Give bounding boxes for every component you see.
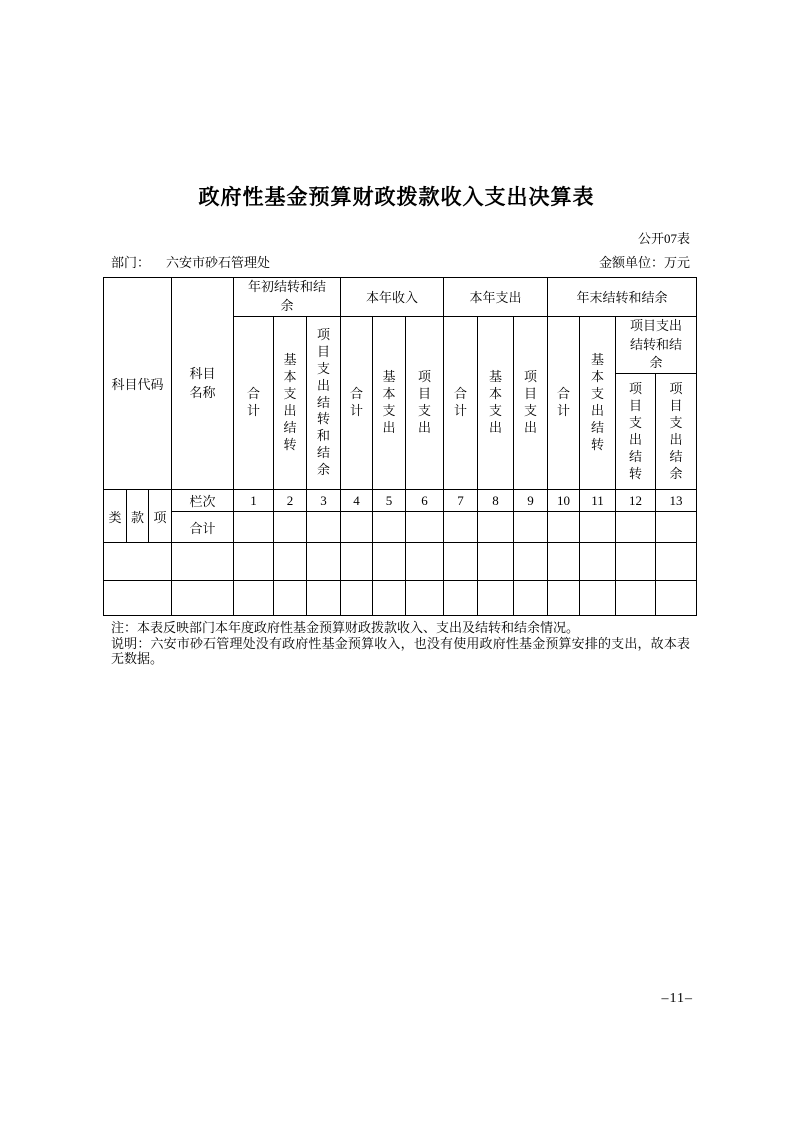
empty-data-cell <box>656 581 697 616</box>
group-header-current-expenditure: 本年支出 <box>444 278 548 317</box>
meta-line <box>103 252 690 271</box>
department-name: 六安市砂石管理处 <box>166 255 271 270</box>
empty-data-cell <box>274 581 307 616</box>
empty-data-cell <box>548 512 580 543</box>
col-header-initial-total: 合计 <box>234 316 274 490</box>
col-header-income-basic: 基本支出 <box>373 316 406 490</box>
column-number: 9 <box>514 490 548 512</box>
empty-data-cell <box>580 581 616 616</box>
empty-code-cell <box>104 581 172 616</box>
empty-data-cell <box>514 543 548 581</box>
col-header-yearend-project-carryover: 项目支出结转 <box>616 374 656 490</box>
subgroup-header-project-carryover-balance: 项目支出结转和结余 <box>616 316 697 374</box>
col-header-income-total: 合计 <box>341 316 373 490</box>
form-code: 公开07表 <box>637 231 690 246</box>
explanation-line: 说明：六安市砂石管理处没有政府性基金预算收入，也没有使用政府性基金预算安排的支出，故本表无数据。 <box>111 635 690 667</box>
col-header-yearend-total: 合计 <box>548 316 580 490</box>
col-header-initial-basic-carryover: 基本支出结转 <box>274 316 307 490</box>
note-line: 注：本表反映部门本年度政府性基金预算财政拨款收入、支出及结转和结余情况。 <box>111 620 580 635</box>
code-subcol-class: 类 <box>104 490 127 543</box>
empty-data-cell <box>307 543 341 581</box>
col-header-income-project: 项目支出 <box>406 316 444 490</box>
code-subcol-item: 项 <box>149 490 172 543</box>
empty-data-cell <box>341 512 373 543</box>
header-subject-name: 科目名称 <box>172 278 234 490</box>
empty-data-cell <box>234 543 274 581</box>
empty-data-cell <box>444 581 478 616</box>
department-label: 部门： <box>111 255 151 270</box>
amount-unit: 金额单位：万元 <box>598 255 690 270</box>
empty-data-cell <box>234 581 274 616</box>
empty-data-cell <box>406 543 444 581</box>
empty-data-cell <box>478 581 514 616</box>
column-number: 8 <box>478 490 514 512</box>
notes-block <box>111 620 690 667</box>
group-header-current-income: 本年收入 <box>341 278 444 317</box>
header-subject-code: 科目代码 <box>104 278 172 490</box>
empty-data-cell <box>548 581 580 616</box>
column-number: 13 <box>656 490 697 512</box>
empty-data-cell <box>234 512 274 543</box>
col-header-expenditure-basic: 基本支出 <box>478 316 514 490</box>
column-number: 11 <box>580 490 616 512</box>
col-header-expenditure-total: 合计 <box>444 316 478 490</box>
empty-data-cell <box>341 581 373 616</box>
col-header-initial-project-carryover-balance: 项目支出结转和结余 <box>307 316 341 490</box>
column-number: 4 <box>341 490 373 512</box>
group-header-yearend-carryover: 年末结转和结余 <box>548 278 697 317</box>
document-title: 政府性基金预算财政拨款收入支出决算表 <box>198 186 595 209</box>
empty-data-cell <box>580 543 616 581</box>
empty-data-cell <box>514 581 548 616</box>
page-number: –11– <box>661 991 693 1006</box>
empty-data-cell <box>373 512 406 543</box>
column-number: 7 <box>444 490 478 512</box>
empty-data-cell <box>274 543 307 581</box>
col-header-expenditure-project: 项目支出 <box>514 316 548 490</box>
empty-data-cell <box>341 543 373 581</box>
col-header-yearend-project-balance: 项目支出结余 <box>656 374 697 490</box>
row-index-label: 栏次 <box>172 490 234 512</box>
total-row-label: 合计 <box>172 512 234 543</box>
code-subcol-section: 款 <box>127 490 149 543</box>
fund-budget-table <box>103 277 697 616</box>
empty-data-cell <box>444 543 478 581</box>
empty-data-cell <box>616 581 656 616</box>
empty-data-cell <box>656 512 697 543</box>
column-number: 10 <box>548 490 580 512</box>
empty-name-cell <box>172 543 234 581</box>
empty-data-cell <box>616 543 656 581</box>
empty-data-cell <box>373 543 406 581</box>
empty-data-cell <box>616 512 656 543</box>
column-number: 1 <box>234 490 274 512</box>
empty-data-cell <box>406 581 444 616</box>
empty-data-cell <box>444 512 478 543</box>
empty-name-cell <box>172 581 234 616</box>
empty-data-cell <box>478 543 514 581</box>
empty-code-cell <box>104 543 172 581</box>
empty-data-cell <box>580 512 616 543</box>
col-header-yearend-basic-carryover: 基本支出结转 <box>580 316 616 490</box>
empty-data-cell <box>274 512 307 543</box>
empty-data-cell <box>373 581 406 616</box>
empty-data-cell <box>406 512 444 543</box>
empty-data-cell <box>478 512 514 543</box>
column-number: 3 <box>307 490 341 512</box>
empty-data-cell <box>307 512 341 543</box>
empty-data-cell <box>656 543 697 581</box>
column-number: 2 <box>274 490 307 512</box>
empty-data-cell <box>514 512 548 543</box>
group-header-initial-carryover: 年初结转和结余 <box>234 278 341 317</box>
column-number: 5 <box>373 490 406 512</box>
column-number: 12 <box>616 490 656 512</box>
empty-data-cell <box>548 543 580 581</box>
empty-data-cell <box>307 581 341 616</box>
column-number: 6 <box>406 490 444 512</box>
